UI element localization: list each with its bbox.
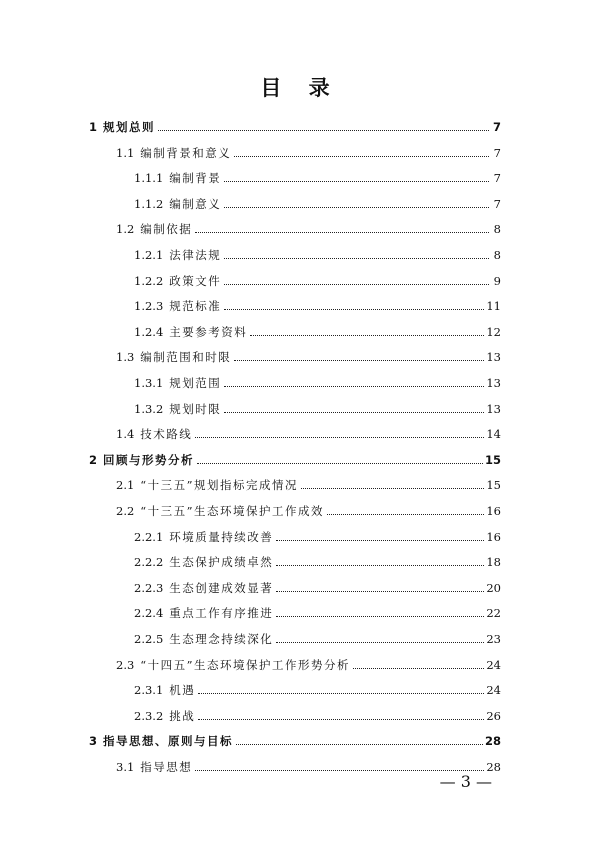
- toc-dot-leader: [197, 463, 483, 464]
- toc-entry-label: 编制意义: [169, 196, 222, 211]
- toc-entry-number: 2.2.5: [134, 632, 164, 646]
- toc-dot-leader: [224, 284, 489, 285]
- toc-dot-leader: [276, 540, 484, 541]
- toc-entry-number: 1.2.1: [134, 248, 164, 262]
- toc-entry[interactable]: [134, 551, 501, 569]
- toc-dot-leader: [224, 386, 484, 387]
- toc-entry-label: “十四五”生态环境保护工作形势分析: [140, 657, 351, 672]
- toc-entry-page: 22: [486, 606, 501, 621]
- toc-entry-page: 8: [493, 248, 501, 262]
- toc-dot-leader: [327, 514, 484, 515]
- toc-entry-label: 政策文件: [169, 273, 222, 288]
- toc-entry[interactable]: [89, 116, 501, 134]
- toc-entry-label: 生态理念持续深化: [169, 632, 274, 646]
- toc-entry-page: 7: [493, 171, 501, 186]
- toc-entry[interactable]: [116, 474, 501, 492]
- toc-dot-leader: [195, 232, 489, 233]
- toc-dot-leader: [198, 693, 484, 694]
- toc-entry-page: 16: [486, 504, 501, 518]
- toc-entry[interactable]: [134, 321, 501, 339]
- toc-dot-leader: [234, 360, 484, 361]
- toc-entry[interactable]: [116, 654, 501, 672]
- toc-entry-label: 回顾与形势分析: [103, 452, 195, 467]
- toc-dot-leader: [276, 616, 484, 617]
- toc-entry-label: 环境质量持续改善: [169, 529, 274, 544]
- toc-entry-page: 7: [493, 145, 501, 160]
- toc-entry-number: 1.3.2: [134, 401, 164, 416]
- toc-entry-label: 编制依据: [140, 222, 193, 237]
- toc-dot-leader: [224, 258, 489, 259]
- toc-entry[interactable]: [134, 705, 501, 723]
- toc-entry-page: 23: [486, 632, 501, 646]
- toc-entry[interactable]: [116, 218, 501, 236]
- toc-entry-label: 挑战: [169, 708, 196, 723]
- toc-entry[interactable]: [116, 423, 501, 441]
- toc-entry-page: 7: [492, 120, 501, 134]
- toc-entry-label: 编制背景: [169, 171, 222, 186]
- toc-dot-leader: [276, 591, 484, 592]
- toc-entry[interactable]: [116, 500, 501, 518]
- toc-dot-leader: [195, 437, 484, 438]
- toc-dot-leader: [195, 770, 484, 771]
- toc-entry-number: 2.1: [116, 478, 135, 493]
- toc-dot-leader: [236, 744, 483, 745]
- toc-entry[interactable]: [134, 577, 501, 595]
- toc-dot-leader: [224, 181, 489, 182]
- toc-entry[interactable]: [134, 372, 501, 390]
- page-title: 目 录: [260, 76, 340, 100]
- toc-entry-number: 2.3.2: [134, 708, 164, 723]
- toc-entry[interactable]: [134, 602, 501, 620]
- toc-entry-label: 指导思想、原则与目标: [103, 734, 234, 749]
- toc-entry-page: 18: [486, 555, 501, 570]
- toc-dot-leader: [224, 207, 489, 208]
- toc-entry-label: “十三五”生态环境保护工作成效: [140, 504, 325, 518]
- toc-entry-page: 20: [486, 580, 501, 595]
- toc-entry-number: 2.3.1: [134, 683, 164, 698]
- toc-entry[interactable]: [89, 730, 501, 748]
- toc-entry-number: 1.4: [116, 427, 135, 442]
- toc-entry-page: 28: [486, 760, 501, 774]
- toc-entry-number: 2.3: [116, 657, 135, 672]
- toc-entry-number: 2.2.4: [134, 606, 164, 621]
- toc-dot-leader: [276, 565, 484, 566]
- toc-entry-label: 规划范围: [169, 376, 222, 390]
- toc-entry-label: 重点工作有序推进: [169, 606, 274, 621]
- toc-entry-number: 1.2.4: [134, 324, 164, 339]
- toc-entry-label: “十三五”规划指标完成情况: [140, 478, 299, 493]
- toc-entry-page: 13: [486, 401, 501, 416]
- toc-entry[interactable]: [134, 167, 501, 185]
- toc-entry-number: 1.2.3: [134, 299, 164, 314]
- toc-entry-label: 主要参考资料: [169, 324, 248, 339]
- toc-entry[interactable]: [134, 270, 501, 288]
- toc-entry-number: 1.1.2: [134, 196, 164, 211]
- toc-entry-number: 2.2.2: [134, 555, 164, 570]
- toc-dot-leader: [224, 412, 484, 413]
- toc-dot-leader: [224, 309, 484, 310]
- toc-entry[interactable]: [116, 346, 501, 364]
- toc-entry[interactable]: [134, 679, 501, 697]
- toc-entry-label: 规范标准: [169, 299, 222, 314]
- page-number: — 3 —: [439, 772, 492, 791]
- toc-entry-number: 2.2.3: [134, 580, 164, 595]
- toc-entry-page: 11: [486, 299, 501, 314]
- toc-entry[interactable]: [134, 398, 501, 416]
- toc-entry-label: 生态创建成效显著: [169, 580, 274, 595]
- toc-entry-label: 指导思想: [140, 760, 193, 774]
- toc-entry[interactable]: [134, 628, 501, 646]
- toc-entry-number: 2.2: [116, 504, 135, 518]
- toc-entry-label: 编制范围和时限: [140, 350, 232, 365]
- toc-entry-label: 编制背景和意义: [140, 145, 232, 160]
- toc-entry-label: 机遇: [169, 683, 196, 698]
- toc-entry[interactable]: [116, 142, 501, 160]
- toc-entry-number: 1: [89, 120, 98, 134]
- toc-entry-label: 生态保护成绩卓然: [169, 555, 274, 570]
- toc-entry-number: 1.2: [116, 222, 135, 237]
- toc-entry-label: 规划总则: [103, 120, 156, 134]
- toc-entry[interactable]: [134, 526, 501, 544]
- toc-entry-page: 15: [484, 452, 501, 467]
- toc-entry-page: 13: [486, 350, 501, 365]
- toc-entry-label: 技术路线: [140, 427, 193, 442]
- toc-entry-number: 1.1.1: [134, 171, 164, 186]
- toc-dot-leader: [250, 335, 484, 336]
- toc-entry-label: 规划时限: [169, 401, 222, 416]
- toc-entry-number: 1.1: [116, 145, 135, 160]
- toc-entry-page: 9: [493, 273, 501, 288]
- toc-entry-number: 2.2.1: [134, 529, 164, 544]
- toc-entry-page: 24: [486, 657, 501, 672]
- toc-entry-page: 15: [486, 478, 501, 493]
- toc-entry-number: 3.1: [116, 760, 135, 774]
- toc-entry-page: 7: [493, 196, 501, 211]
- toc-entry-page: 14: [486, 427, 501, 442]
- toc-entry-number: 3: [89, 734, 98, 749]
- toc-entry-label: 法律法规: [169, 248, 222, 262]
- toc-entry-page: 13: [486, 376, 501, 390]
- toc-dot-leader: [353, 668, 484, 669]
- toc-entry-page: 24: [486, 683, 501, 698]
- toc-entry[interactable]: [134, 244, 501, 262]
- toc-dot-leader: [198, 719, 484, 720]
- toc-dot-leader: [276, 642, 484, 643]
- toc-entry-number: 1.3.1: [134, 376, 164, 390]
- toc-entry-number: 2: [89, 452, 98, 467]
- toc-entry-page: 12: [486, 324, 501, 339]
- toc-entry-number: 1.3: [116, 350, 135, 365]
- toc-entry-page: 8: [493, 222, 501, 237]
- toc-entry[interactable]: [89, 449, 501, 467]
- toc-dot-leader: [234, 156, 489, 157]
- toc-entry-number: 1.2.2: [134, 273, 164, 288]
- toc-entry[interactable]: [134, 295, 501, 313]
- toc-entry-page: 16: [486, 529, 501, 544]
- toc-entry[interactable]: [134, 193, 501, 211]
- toc-dot-leader: [301, 488, 484, 489]
- toc-dot-leader: [158, 130, 489, 131]
- toc-entry-page: 28: [484, 734, 501, 749]
- toc-entry-page: 26: [486, 708, 501, 723]
